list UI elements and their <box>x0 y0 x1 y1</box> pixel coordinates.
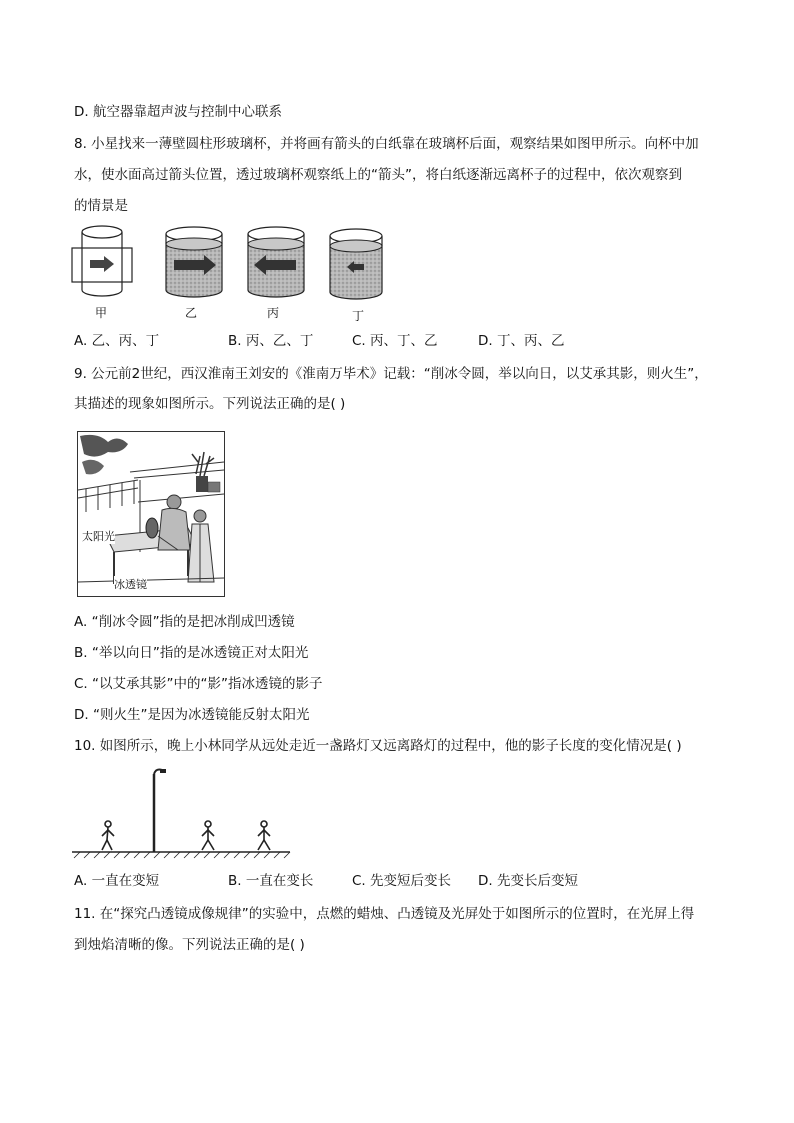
q10-option-b: B. 一直在变长 <box>228 873 314 889</box>
q8-glass-figures <box>70 222 400 326</box>
q9-stem-line2: 其描述的现象如图所示。下列说法正确的是( ) <box>74 396 346 412</box>
caption-ding: 丁 <box>352 309 365 323</box>
q9-option-d: D. “则火生”是因为冰透镜能反射太阳光 <box>74 707 310 723</box>
label-ice-lens: 冰透镜 <box>114 578 147 591</box>
q7-option-d: D. 航空器靠超声波与控制中心联系 <box>74 104 282 120</box>
q10-option-a: A. 一直在变短 <box>74 873 160 889</box>
q8-option-b: B. 丙、乙、丁 <box>228 333 314 349</box>
q8-stem-line3: 的情景是 <box>74 198 128 214</box>
q8-stem-line1: 8. 小星找来一薄壁圆柱形玻璃杯，并将画有箭头的白纸靠在玻璃杯后面，观察结果如图甲所示。向杯中加 <box>74 136 699 152</box>
ice-lens-drawing <box>78 432 224 596</box>
q11-stem-line2: 到烛焰清晰的像。下列说法正确的是( ) <box>74 937 305 953</box>
q8-option-d: D. 丁、丙、乙 <box>478 333 565 349</box>
walker-middle <box>202 821 214 850</box>
q10-street-lamp-figure <box>70 764 294 862</box>
q8-option-c: C. 丙、丁、乙 <box>352 333 438 349</box>
q10-stem-line1: 10. 如图所示，晚上小林同学从远处走近一盏路灯又远离路灯的过程中，他的影子长度的变化情况是( ) <box>74 738 682 754</box>
q11-stem-line1: 11. 在“探究凸透镜成像规律”的实验中，点燃的蜡烛、凸透镜及光屏处于如图所示的位置时，在光屏上得 <box>74 906 695 922</box>
glass-yi <box>166 227 222 297</box>
q9-option-a: A. “削冰令圆”指的是把冰削成凹透镜 <box>74 614 295 630</box>
q9-stem-line1: 9. 公元前2世纪，西汉淮南王刘安的《淮南万毕术》记载：“削冰令圆，举以向日，以艾承其影，则火生”， <box>74 366 708 382</box>
street-lamp <box>154 769 166 852</box>
q10-option-c: C. 先变短后变长 <box>352 873 452 889</box>
q8-stem-line2: 水，使水面高过箭头位置，透过玻璃杯观察纸上的“箭头”，将白纸逐渐远离杯子的过程中，依次观察到 <box>74 167 682 183</box>
glass-ding <box>330 229 382 299</box>
caption-jia: 甲 <box>95 306 108 320</box>
glass-jia <box>72 226 132 296</box>
glass-bing <box>248 227 304 297</box>
q9-option-b: B. “举以向日”指的是冰透镜正对太阳光 <box>74 645 309 661</box>
q9-ice-lens-illustration <box>77 431 225 597</box>
q8-option-a: A. 乙、丙、丁 <box>74 333 160 349</box>
walker-left <box>102 821 114 850</box>
walker-right <box>258 821 270 850</box>
label-sunlight: 太阳光 <box>82 530 115 543</box>
q9-option-c: C. “以艾承其影”中的“影”指冰透镜的影子 <box>74 676 323 692</box>
caption-bing: 丙 <box>267 306 280 320</box>
q10-option-d: D. 先变长后变短 <box>478 873 578 889</box>
caption-yi: 乙 <box>185 306 198 320</box>
